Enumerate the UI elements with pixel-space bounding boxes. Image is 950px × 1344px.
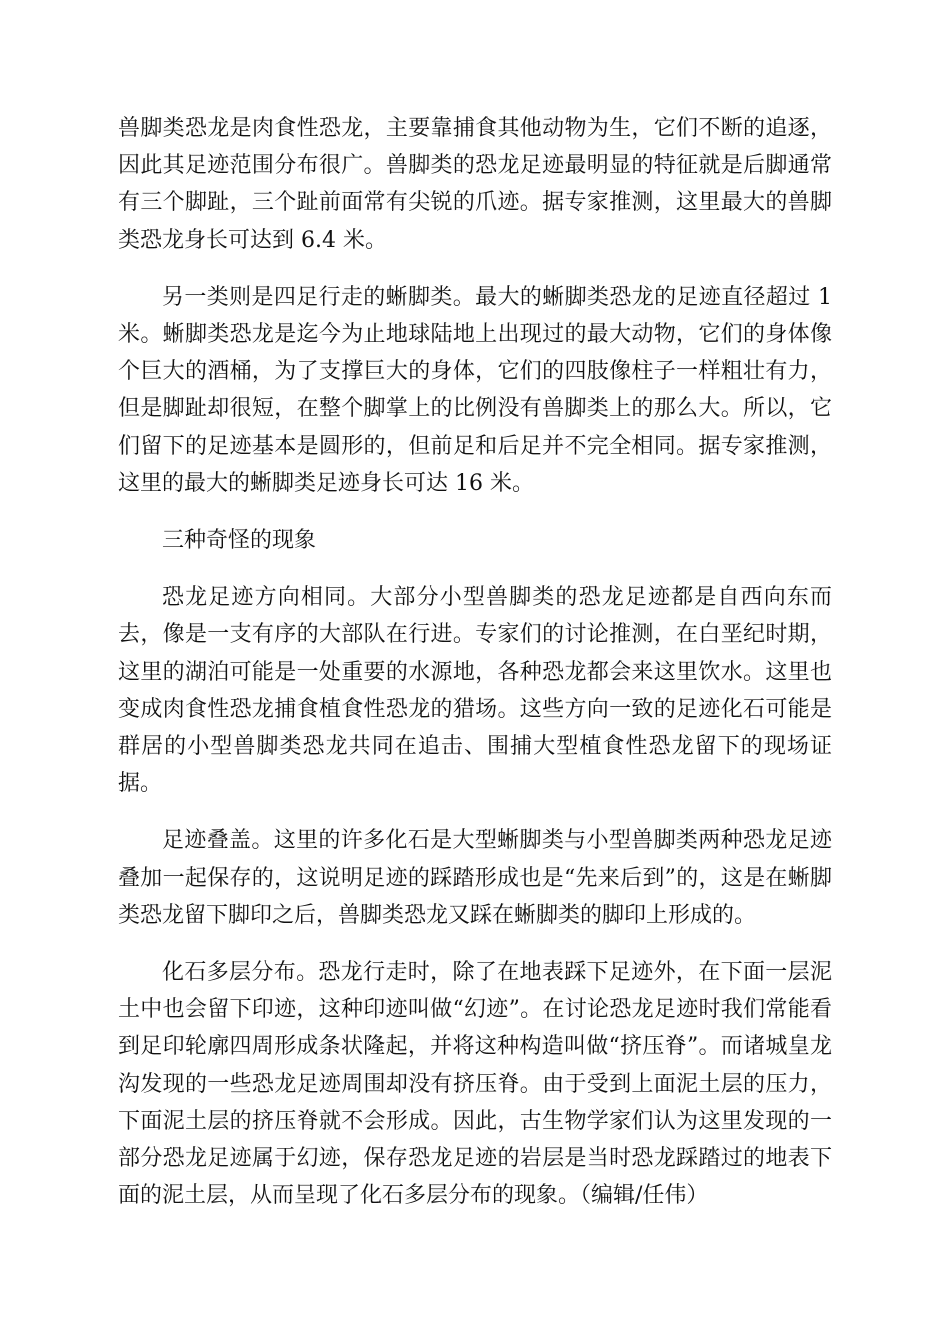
paragraph-sauropod-tracks: 另一类则是四足行走的蜥脚类。最大的蜥脚类恐龙的足迹直径超过 1 米。蜥脚类恐龙是迄今为止地球陆地上出现过的最大动物，它们的身体像个巨大的酒桶，为了支撑巨大的身体，它们的四肢像柱子一样粗壮有力，但是脚趾却很短，在整个脚掌上的比例没有兽脚类上的那么大。所以，它们留下的足迹基本是圆形的，但前足和后足并不完全相同。据专家推测，这里的最大的蜥脚类足迹身长可达 16 米。	[118, 284, 832, 496]
paragraph-overlapping-tracks: 足迹叠盖。这里的许多化石是大型蜥脚类与小型兽脚类两种恐龙足迹叠加一起保存的，这说明足迹的踩踏形成也是“先来后到”的，这是在蜥脚类恐龙留下脚印之后，兽脚类恐龙又踩在蜥脚类的脚印上形成的。	[118, 828, 832, 928]
document-body	[118, 110, 832, 1234]
paragraph-theropod-tracks: 兽脚类恐龙是肉食性恐龙，主要靠捕食其他动物为生，它们不断的追逐，因此其足迹范围分布很广。兽脚类的恐龙足迹最明显的特征就是后脚通常有三个脚趾，三个趾前面常有尖锐的爪迹。据专家推测，这里最大的兽脚类恐龙身长可达到 6.4 米。	[118, 116, 832, 253]
section-heading-three-phenomena: 三种奇怪的现象	[162, 528, 317, 554]
paragraph-same-direction: 恐龙足迹方向相同。大部分小型兽脚类的恐龙足迹都是自西向东而去，像是一支有序的大部队在行进。专家们的讨论推测，在白垩纪时期，这里的湖泊可能是一处重要的水源地，各种恐龙都会来这里饮水。这里也变成肉食性恐龙捕食植食性恐龙的猎场。这些方向一致的足迹化石可能是群居的小型兽脚类恐龙共同在追击、围捕大型植食性恐龙留下的现场证据。	[118, 585, 832, 797]
paragraph-multilayer-distribution: 化石多层分布。恐龙行走时，除了在地表踩下足迹外，在下面一层泥土中也会留下印迹，这种印迹叫做“幻迹”。在讨论恐龙足迹时我们常能看到足印轮廓四周形成条状隆起，并将这种构造叫做“挤压脊”。而诸城皇龙沟发现的一些恐龙足迹周围却没有挤压脊。由于受到上面泥土层的压力，下面泥土层的挤压脊就不会形成。因此，古生物学家们认为这里发现的一部分恐龙足迹属于幻迹，保存恐龙足迹的岩层是当时恐龙踩踏过的地表下面的泥土层，从而呈现了化石多层分布的现象。（编辑/任伟）	[118, 960, 832, 1209]
